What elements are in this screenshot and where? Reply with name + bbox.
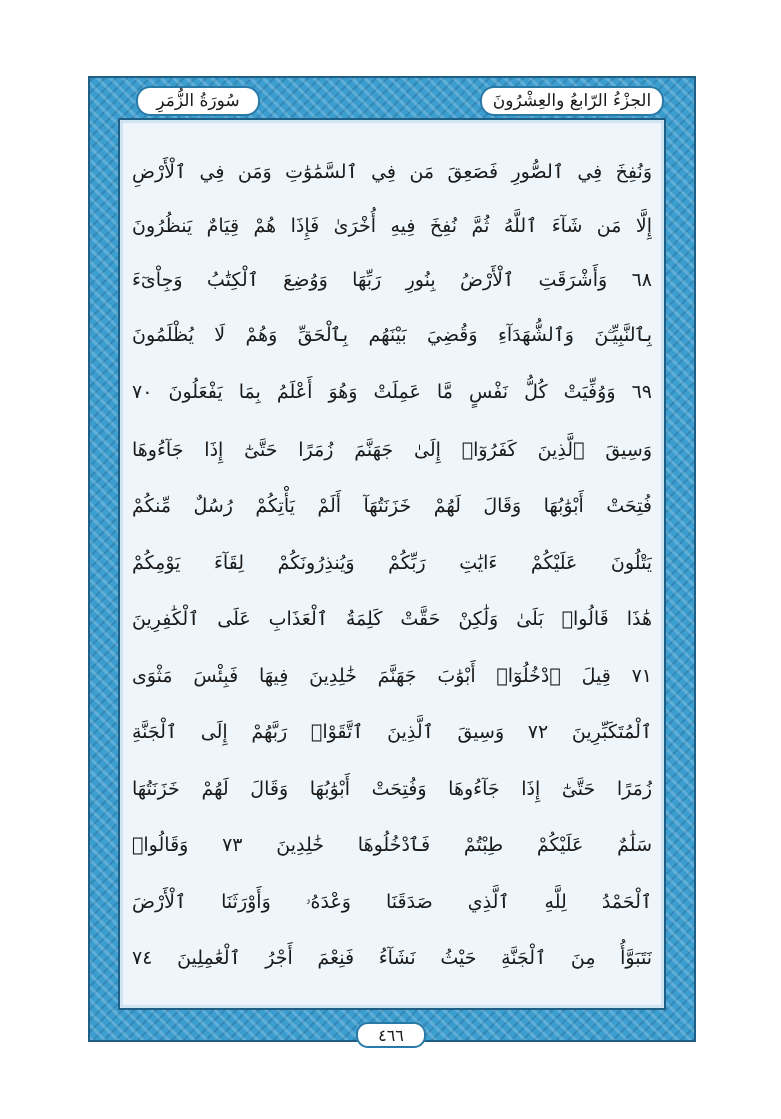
surah-title: سُورَةُ الزُّمَرِ xyxy=(136,86,260,116)
verse-line: بِٱلنَّبِيِّـۧنَ وَٱلشُّهَدَآءِ وَقُضِيَ بَيْنَهُم بِٱلْحَقِّ وَهُمْ لَا يُظْلَمُونَ xyxy=(132,324,652,346)
verse-line: سَلَٰمٌ عَلَيْكُمْ طِبْتُمْ فَٱدْخُلُوهَا خَٰلِدِينَ ٧٣ وَقَالُوا۟ xyxy=(132,834,652,856)
verse-line: نَتَبَوَّأُ مِنَ ٱلْجَنَّةِ حَيْثُ نَشَآءُ فَنِعْمَ أَجْرُ ٱلْعَٰمِلِينَ ٧٤ xyxy=(132,947,652,969)
verse-line: هَٰذَا قَالُوا۟ بَلَىٰ وَلَٰكِنْ حَقَّتْ كَلِمَةُ ٱلْعَذَابِ عَلَى ٱلْكَٰفِرِينَ xyxy=(132,608,652,630)
verse-line: ٦٨ وَأَشْرَقَتِ ٱلْأَرْضُ بِنُورِ رَبِّهَا وَوُضِعَ ٱلْكِتَٰبُ وَجِاْىٓءَ xyxy=(132,269,652,291)
verse-line: ٧١ قِيلَ ٱدْخُلُوٓا۟ أَبْوَٰبَ جَهَنَّمَ خَٰلِدِينَ فِيهَا فَبِئْسَ مَثْوَى xyxy=(132,665,652,687)
verse-line: ٱلْمُتَكَبِّرِينَ ٧٢ وَسِيقَ ٱلَّذِينَ ٱتَّقَوْا۟ رَبَّهُمْ إِلَى ٱلْجَنَّةِ xyxy=(132,721,652,743)
verse-line: ٱلْحَمْدُ لِلَّهِ ٱلَّذِي صَدَقَنَا وَعْدَهُۥ وَأَوْرَثَنَا ٱلْأَرْضَ xyxy=(132,891,652,913)
verse-line: فُتِحَتْ أَبْوَٰبُهَا وَقَالَ لَهُمْ خَزَنَتُهَآ أَلَمْ يَأْتِكُمْ رُسُلٌ مِّنكُمْ xyxy=(132,495,652,517)
page-number: ٤٦٦ xyxy=(356,1022,426,1048)
verse-line: يَتْلُونَ عَلَيْكُمْ ءَايَٰتِ رَبِّكُمْ وَيُنذِرُونَكُمْ لِقَآءَ يَوْمِكُمْ xyxy=(132,552,652,574)
verse-line: وَنُفِخَ فِي ٱلصُّورِ فَصَعِقَ مَن فِي ٱلسَّمَٰوَٰتِ وَمَن فِي ٱلْأَرْضِ xyxy=(132,161,652,183)
verse-line: زُمَرًا حَتَّىٰٓ إِذَا جَآءُوهَا وَفُتِحَتْ أَبْوَٰبُهَا وَقَالَ لَهُمْ خَزَنَتُهَا xyxy=(132,778,652,800)
verse-line: ٦٩ وَوُفِّيَتْ كُلُّ نَفْسٍ مَّا عَمِلَتْ وَهُوَ أَعْلَمُ بِمَا يَفْعَلُونَ ٧٠ xyxy=(132,381,652,403)
verse-line: وَسِيقَ ٱلَّذِينَ كَفَرُوٓا۟ إِلَىٰ جَهَنَّمَ زُمَرًا حَتَّىٰٓ إِذَا جَآءُوهَا xyxy=(132,439,652,461)
verse-line: إِلَّا مَن شَآءَ ٱللَّهُ ثُمَّ نُفِخَ فِيهِ أُخْرَىٰ فَإِذَا هُمْ قِيَامٌ يَنظُرُونَ xyxy=(132,215,652,237)
juz-title: الجزْءُ الرّابعُ والعِشْرُونَ xyxy=(480,86,664,116)
